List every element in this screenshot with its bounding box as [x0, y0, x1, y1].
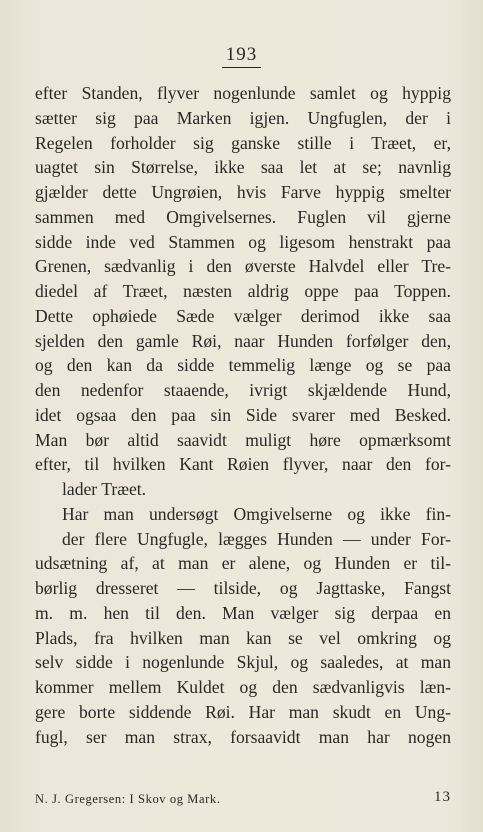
- text-line: diedel af Træet, næsten aldrig oppe paa Toppen.: [35, 281, 451, 301]
- body-text: [35, 81, 451, 749]
- text-line: den nedenfor staaende, ivrigt skjældende Hund,: [35, 380, 451, 400]
- text-line: m. m. hen til den. Man vælger sig derpaa en: [35, 602, 451, 623]
- text-line: uagtet sin Størrelse, ikke saa let at se; navnlig: [35, 157, 451, 178]
- text-line: Regelen forholder sig ganske stille i Træet, er,: [35, 132, 451, 153]
- text-line: gjælder dette Ungrøien, hvis Farve hyppig smelter: [35, 182, 451, 202]
- text-line: kommer mellem Kuldet og den sædvanligvis læn-: [35, 677, 451, 697]
- text-line: udsætning af, at man er alene, og Hunden er til-: [35, 553, 451, 574]
- text-line: Grenen, sædvanlig i den øverste Halvdel eller Tre-: [35, 256, 451, 277]
- page-number: 193: [0, 44, 483, 68]
- footer-signature: N. J. Gregersen: I Skov og Mark.: [35, 792, 221, 806]
- text-line: lader Træet.: [62, 479, 147, 499]
- text-line: sammen med Omgivelsernes. Fuglen vil gjerne: [35, 206, 451, 227]
- text-line: børlig dresseret — tilside, og Jagttaske, Fangst: [35, 578, 451, 598]
- text-line: Har man undersøgt Omgivelserne og ikke fin-: [62, 503, 451, 524]
- paragraph-2: [35, 502, 451, 750]
- text-line: gere borte siddende Røi. Har man skudt en Ung-: [35, 701, 451, 722]
- text-line: idet ogsaa den paa sin Side svarer med Besked.: [35, 404, 451, 425]
- text-line: der flere Ungfugle, lægges Hunden — under For-: [62, 528, 451, 549]
- text-line: efter Standen, flyver nogenlunde samlet og hyppig: [35, 83, 451, 103]
- text-line: sætter sig paa Marken igjen. Ungfuglen, der i: [35, 107, 451, 128]
- text-line: Dette ophøiede Sæde vælger derimod ikke saa: [35, 305, 451, 326]
- text-line: Plads, fra hvilken man kan se vel omkring og: [35, 627, 451, 648]
- text-line: og den kan da sidde temmelig længe og se paa: [35, 355, 451, 376]
- text-line: efter, til hvilken Kant Røien flyver, naar den for-: [35, 454, 451, 475]
- text-line: Man bør altid saavidt muligt høre opmærksomt: [35, 429, 451, 450]
- page-footer: [35, 789, 451, 809]
- text-line: fugl, ser man strax, forsaavidt man har nogen: [35, 726, 451, 747]
- footer-sheet-number: 13: [434, 789, 451, 805]
- text-line: sjelden den gamle Røi, naar Hunden forfølger den,: [35, 330, 451, 351]
- paragraph-1: [35, 81, 451, 502]
- text-line: selv sidde i nogenlunde Skjul, og saaledes, at man: [35, 652, 451, 673]
- text-line: sidde inde ved Stammen og ligesom henstrakt paa: [35, 231, 451, 252]
